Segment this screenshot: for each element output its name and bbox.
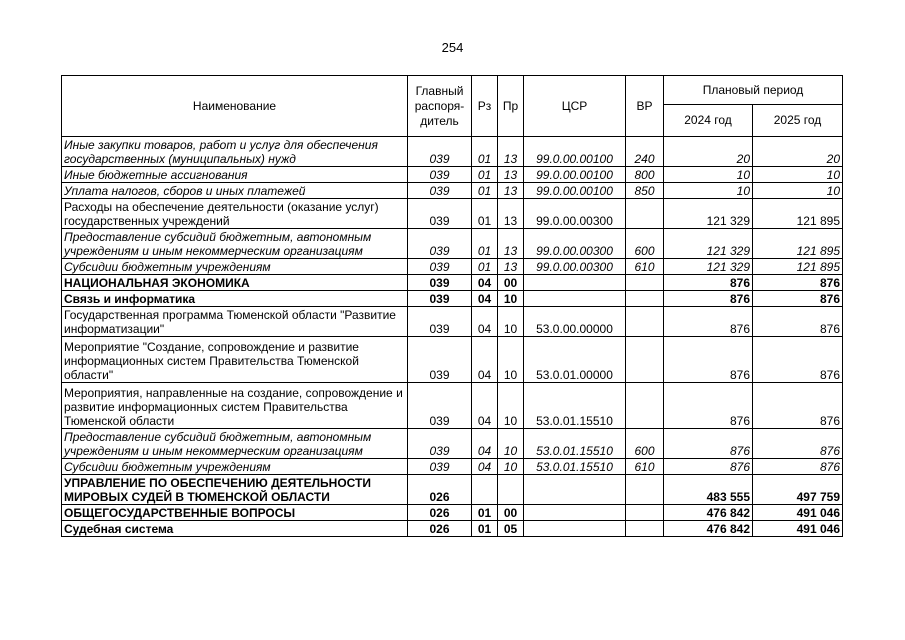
cell-rz: 04	[472, 275, 498, 291]
header-name: Наименование	[62, 76, 408, 137]
cell-csr: 99.0.00.00100	[524, 183, 626, 199]
cell-rz: 01	[472, 167, 498, 183]
cell-2024: 20	[664, 137, 753, 167]
cell-vr: 850	[626, 183, 664, 199]
table-row	[62, 199, 843, 229]
cell-name: Уплата налогов, сборов и иных платежей	[62, 183, 408, 199]
cell-2024: 476 842	[664, 521, 753, 537]
header-csr: ЦСР	[524, 76, 626, 137]
cell-pr: 10	[498, 429, 524, 459]
cell-csr: 99.0.00.00100	[524, 167, 626, 183]
cell-admin: 026	[408, 521, 472, 537]
cell-csr: 53.0.00.00000	[524, 307, 626, 337]
table-row	[62, 229, 843, 259]
cell-name: Государственная программа Тюменской области "Развитие информатизации"	[62, 307, 408, 337]
cell-2024: 876	[664, 337, 753, 383]
cell-name: Иные бюджетные ассигнования	[62, 167, 408, 183]
cell-rz: 04	[472, 291, 498, 307]
cell-rz: 04	[472, 383, 498, 429]
cell-2025: 876	[753, 291, 843, 307]
cell-admin: 039	[408, 307, 472, 337]
cell-2025: 121 895	[753, 259, 843, 275]
cell-rz: 01	[472, 229, 498, 259]
header-year-2025: 2025 год	[753, 105, 843, 137]
cell-2024: 10	[664, 183, 753, 199]
cell-2025: 876	[753, 429, 843, 459]
cell-pr: 00	[498, 275, 524, 291]
cell-2025: 876	[753, 383, 843, 429]
table-row	[62, 475, 843, 505]
cell-name: Субсидии бюджетным учреждениям	[62, 259, 408, 275]
cell-vr	[626, 307, 664, 337]
cell-rz: 01	[472, 183, 498, 199]
header-planned-period: Плановый период	[664, 76, 843, 105]
cell-rz: 01	[472, 137, 498, 167]
cell-2025: 876	[753, 307, 843, 337]
cell-csr	[524, 475, 626, 505]
header-row-top	[62, 76, 843, 105]
cell-pr	[498, 475, 524, 505]
cell-2025: 121 895	[753, 199, 843, 229]
cell-vr: 800	[626, 167, 664, 183]
cell-admin: 039	[408, 167, 472, 183]
cell-2025: 876	[753, 459, 843, 475]
table-row	[62, 167, 843, 183]
cell-pr: 10	[498, 291, 524, 307]
cell-2024: 876	[664, 383, 753, 429]
cell-csr: 53.0.01.15510	[524, 383, 626, 429]
cell-vr	[626, 383, 664, 429]
cell-2025: 876	[753, 275, 843, 291]
header-rz: Рз	[472, 76, 498, 137]
table-row	[62, 137, 843, 167]
cell-rz: 01	[472, 505, 498, 521]
cell-name: Предоставление субсидий бюджетным, автономным учреждениям и иным некоммерческим организациям	[62, 229, 408, 259]
cell-2024: 121 329	[664, 199, 753, 229]
cell-rz	[472, 475, 498, 505]
table-body	[62, 137, 843, 537]
cell-name: Расходы на обеспечение деятельности (оказание услуг) государственных учреждений	[62, 199, 408, 229]
cell-admin: 039	[408, 337, 472, 383]
cell-admin: 039	[408, 291, 472, 307]
cell-2025: 121 895	[753, 229, 843, 259]
cell-rz: 04	[472, 459, 498, 475]
cell-name: Предоставление субсидий бюджетным, автономным учреждениям и иным некоммерческим организациям	[62, 429, 408, 459]
cell-admin: 026	[408, 505, 472, 521]
cell-name: Связь и информатика	[62, 291, 408, 307]
cell-csr: 99.0.00.00300	[524, 259, 626, 275]
cell-2025: 491 046	[753, 521, 843, 537]
cell-name: Мероприятия, направленные на создание, сопровождение и развитие информационных систем Правительства Тюменской области	[62, 383, 408, 429]
cell-vr	[626, 275, 664, 291]
table-row	[62, 337, 843, 383]
cell-admin: 039	[408, 459, 472, 475]
cell-rz: 04	[472, 429, 498, 459]
cell-pr: 13	[498, 183, 524, 199]
table-row	[62, 275, 843, 291]
cell-vr	[626, 521, 664, 537]
cell-csr: 53.0.01.15510	[524, 429, 626, 459]
cell-2024: 876	[664, 459, 753, 475]
cell-pr: 10	[498, 459, 524, 475]
table-row	[62, 183, 843, 199]
cell-vr: 610	[626, 259, 664, 275]
cell-rz: 01	[472, 521, 498, 537]
cell-vr	[626, 291, 664, 307]
cell-2024: 876	[664, 291, 753, 307]
cell-pr: 13	[498, 199, 524, 229]
header-admin: Главный распоря-дитель	[408, 76, 472, 137]
cell-admin: 039	[408, 183, 472, 199]
cell-2025: 20	[753, 137, 843, 167]
cell-vr: 240	[626, 137, 664, 167]
cell-admin: 039	[408, 137, 472, 167]
cell-csr: 99.0.00.00300	[524, 199, 626, 229]
cell-vr	[626, 505, 664, 521]
cell-pr: 10	[498, 307, 524, 337]
cell-name: Субсидии бюджетным учреждениям	[62, 459, 408, 475]
cell-admin: 039	[408, 259, 472, 275]
table-row	[62, 291, 843, 307]
cell-pr: 10	[498, 337, 524, 383]
cell-pr: 05	[498, 521, 524, 537]
cell-csr: 99.0.00.00300	[524, 229, 626, 259]
cell-pr: 00	[498, 505, 524, 521]
cell-name: Мероприятие "Создание, сопровождение и развитие информационных систем Правительства Тюменской области"	[62, 337, 408, 383]
cell-vr	[626, 199, 664, 229]
cell-rz: 01	[472, 199, 498, 229]
cell-admin: 039	[408, 199, 472, 229]
cell-pr: 13	[498, 259, 524, 275]
table-row	[62, 505, 843, 521]
table-row	[62, 307, 843, 337]
cell-vr	[626, 337, 664, 383]
cell-2025: 10	[753, 183, 843, 199]
cell-csr	[524, 275, 626, 291]
budget-table	[61, 75, 843, 537]
cell-name: Судебная система	[62, 521, 408, 537]
table-row	[62, 383, 843, 429]
cell-2024: 121 329	[664, 229, 753, 259]
cell-csr	[524, 291, 626, 307]
header-year-2024: 2024 год	[664, 105, 753, 137]
cell-pr: 10	[498, 383, 524, 429]
cell-vr: 610	[626, 459, 664, 475]
cell-vr: 600	[626, 229, 664, 259]
cell-2024: 876	[664, 275, 753, 291]
cell-2025: 10	[753, 167, 843, 183]
cell-2024: 476 842	[664, 505, 753, 521]
cell-csr: 53.0.01.15510	[524, 459, 626, 475]
cell-2024: 876	[664, 429, 753, 459]
cell-admin: 039	[408, 383, 472, 429]
cell-csr	[524, 505, 626, 521]
cell-pr: 13	[498, 137, 524, 167]
cell-csr	[524, 521, 626, 537]
cell-2025: 491 046	[753, 505, 843, 521]
cell-pr: 13	[498, 229, 524, 259]
cell-name: ОБЩЕГОСУДАРСТВЕННЫЕ ВОПРОСЫ	[62, 505, 408, 521]
cell-2024: 121 329	[664, 259, 753, 275]
table-row	[62, 459, 843, 475]
header-pr: Пр	[498, 76, 524, 137]
page-number: 254	[441, 40, 464, 55]
cell-admin: 039	[408, 275, 472, 291]
cell-vr	[626, 475, 664, 505]
cell-csr: 99.0.00.00100	[524, 137, 626, 167]
cell-2024: 483 555	[664, 475, 753, 505]
cell-name: УПРАВЛЕНИЕ ПО ОБЕСПЕЧЕНИЮ ДЕЯТЕЛЬНОСТИ МИРОВЫХ СУДЕЙ В ТЮМЕНСКОЙ ОБЛАСТИ	[62, 475, 408, 505]
cell-2024: 10	[664, 167, 753, 183]
cell-rz: 04	[472, 307, 498, 337]
header-vr: ВР	[626, 76, 664, 137]
cell-csr: 53.0.01.00000	[524, 337, 626, 383]
cell-rz: 04	[472, 337, 498, 383]
cell-pr: 13	[498, 167, 524, 183]
cell-2025: 876	[753, 337, 843, 383]
table-row	[62, 429, 843, 459]
cell-admin: 039	[408, 229, 472, 259]
cell-vr: 600	[626, 429, 664, 459]
cell-name: НАЦИОНАЛЬНАЯ ЭКОНОМИКА	[62, 275, 408, 291]
cell-name: Иные закупки товаров, работ и услуг для обеспечения государственных (муниципальных) нужд	[62, 137, 408, 167]
cell-2025: 497 759	[753, 475, 843, 505]
table-row	[62, 259, 843, 275]
table-row	[62, 521, 843, 537]
cell-admin: 026	[408, 475, 472, 505]
cell-2024: 876	[664, 307, 753, 337]
cell-admin: 039	[408, 429, 472, 459]
cell-rz: 01	[472, 259, 498, 275]
